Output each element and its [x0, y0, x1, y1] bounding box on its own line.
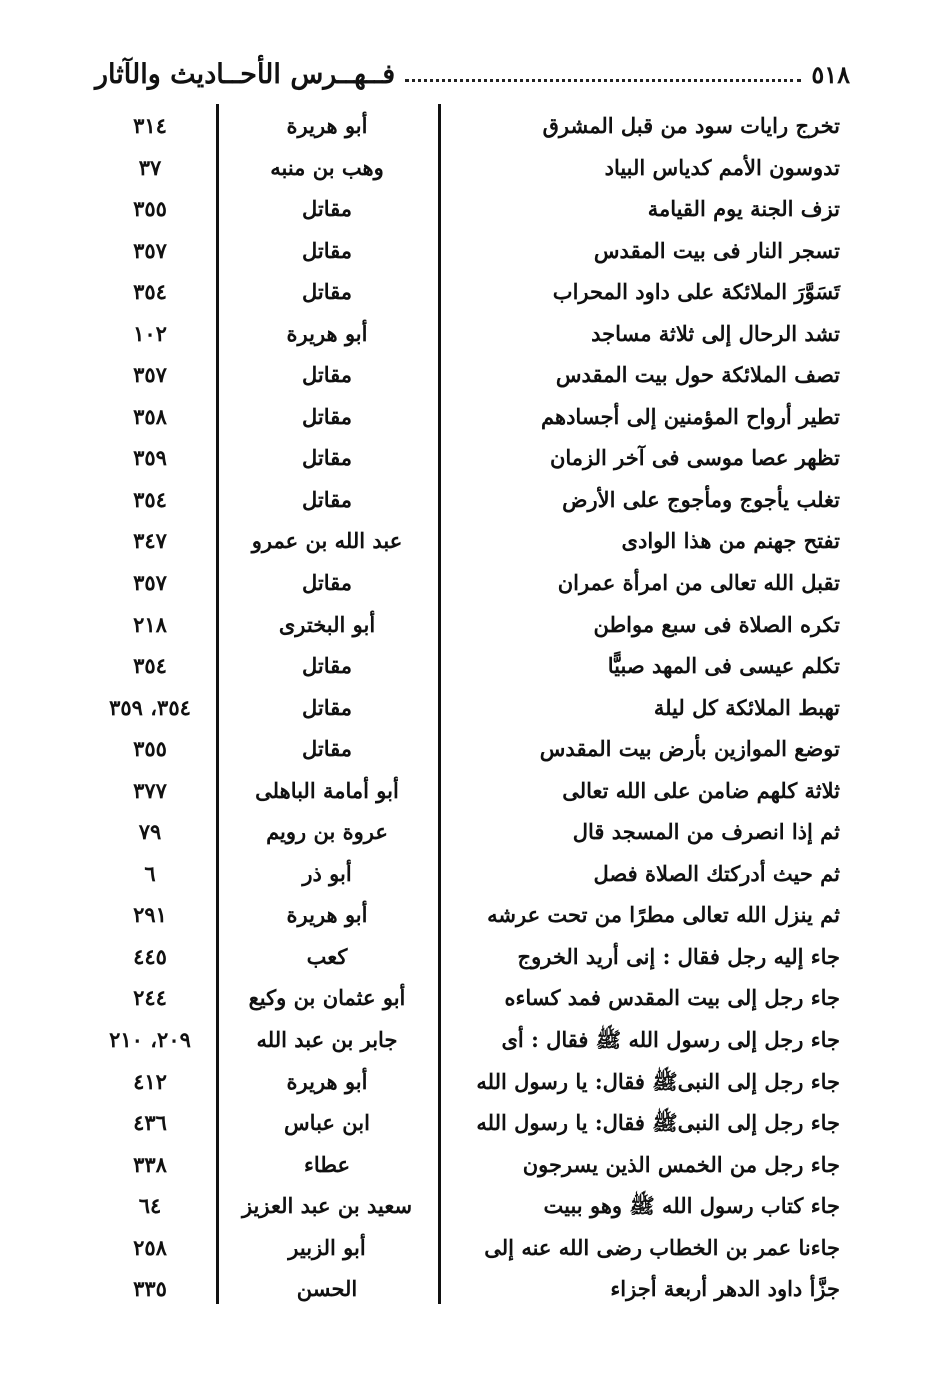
hadith-text: ثم حيث أدركتك الصلاة فصل [593, 860, 840, 886]
table-row [0, 354, 948, 396]
hadith-text: جاء رجل إلى بيت المقدس فمد كساءه [504, 985, 840, 1011]
table-row [0, 604, 948, 646]
table-row [0, 811, 948, 853]
table-row [0, 188, 948, 230]
hadith-text: تغلب يأجوج ومأجوج على الأرض [562, 486, 840, 512]
table-row [0, 1019, 948, 1061]
page-reference: ٢٩١ [133, 902, 167, 928]
narrator-name: ابن عباس [284, 1110, 370, 1136]
hadith-text: جاء رجل إلى النبىﷺ فقال: يا رسول الله [476, 1068, 840, 1094]
hadith-text: تزف الجنة يوم القيامة [647, 196, 840, 222]
hadith-text: تدوسون الأمم كدياس البياد [604, 154, 840, 180]
page-header [95, 52, 850, 96]
page-reference: ٣٣٥ [133, 1276, 167, 1302]
page-reference: ٣٥٥ [133, 196, 167, 222]
table-row [0, 894, 948, 936]
narrator-name: مقاتل [301, 403, 353, 429]
page-reference: ٣٥٩ [133, 445, 167, 471]
narrator-name: جابر بن عبد الله [256, 1027, 398, 1053]
hadith-text: تَسَوَّرَ الملائكة على داود المحراب [552, 279, 840, 305]
hadith-text: جاء رجل إلى رسول الله ﷺ فقال : أى [501, 1027, 840, 1053]
narrator-name: عروة بن رويم [266, 819, 388, 845]
page-reference: ٣٥٧ [133, 362, 167, 388]
hadith-text: ثلاثة كلهم ضامن على الله تعالى [562, 777, 840, 803]
narrator-name: الحسن [296, 1276, 358, 1302]
page-reference: ٦٤ [138, 1193, 162, 1219]
hadith-text: ثم ينزل الله تعالى مطرًا من تحت عرشه [487, 902, 840, 928]
header-dotted-leader [405, 79, 801, 82]
hadith-text: ثم إذا انصرف من المسجد قال [572, 819, 840, 845]
narrator-name: أبو هريرة [286, 113, 368, 138]
table-row [0, 479, 948, 521]
page-reference: ٣٥٨ [133, 403, 167, 429]
narrator-name: مقاتل [301, 694, 353, 720]
table-row [0, 230, 948, 272]
page-reference: ٢١٨ [133, 611, 167, 637]
table-row [0, 977, 948, 1019]
hadith-text: تفتح جهنم من هذا الوادى [621, 528, 840, 554]
page-reference: ٢٥٨ [133, 1234, 167, 1260]
narrator-name: عطاء [303, 1151, 351, 1177]
page-reference: ١٠٢ [133, 320, 167, 346]
narrator-name: أبو هريرة [286, 902, 368, 928]
page-reference: ٦ [144, 860, 156, 886]
page-reference: ٤١٢ [133, 1068, 167, 1094]
table-row [0, 936, 948, 978]
table-row [0, 770, 948, 812]
table-row [0, 437, 948, 479]
page-reference: ٢٠٩، ٢١٠ [109, 1027, 191, 1053]
table-row [0, 1061, 948, 1103]
narrator-name: مقاتل [301, 445, 353, 471]
table-row [0, 313, 948, 355]
page-reference: ٤٤٥ [133, 943, 167, 969]
hadith-text: جاء كتاب رسول الله ﷺ وهو ببيت [543, 1193, 840, 1219]
page-reference: ٣٥٧ [133, 570, 167, 596]
narrator-name: مقاتل [301, 362, 353, 388]
narrator-name: مقاتل [301, 237, 353, 263]
page-reference: ٣٤٧ [133, 528, 167, 554]
table-row [0, 105, 948, 147]
narrator-name: أبو هريرة [286, 1068, 368, 1094]
page-reference: ٣٥٤ [133, 279, 167, 305]
hadith-text: تظهر عصا موسى فى آخر الزمان [549, 445, 840, 471]
page-reference: ٢٤٤ [133, 985, 167, 1011]
narrator-name: أبو عثمان بن وكيع [248, 985, 406, 1011]
table-row [0, 396, 948, 438]
narrator-name: كعب [306, 943, 348, 969]
narrator-name: سعيد بن عبد العزيز [241, 1193, 413, 1219]
table-row [0, 1268, 948, 1310]
table-row [0, 520, 948, 562]
narrator-name: أبو ذر [302, 860, 352, 886]
narrator-name: أبو هريرة [286, 320, 368, 346]
hadith-text: تكلم عيسى فى المهد صبيًّا [607, 653, 840, 679]
table-row [0, 1227, 948, 1269]
narrator-name: عبد الله بن عمرو [251, 528, 403, 554]
hadith-text: تهبط الملائكة كل ليلة [653, 694, 840, 720]
hadith-text: تسجر النار فى بيت المقدس [593, 237, 840, 263]
page-reference: ٣٥٥ [133, 736, 167, 762]
page-reference: ٤٣٦ [133, 1110, 167, 1136]
narrator-name: مقاتل [301, 653, 353, 679]
table-row [0, 728, 948, 770]
page-number: ٥١٨ [811, 59, 850, 89]
table-row [0, 853, 948, 895]
table-row [0, 1102, 948, 1144]
page-reference: ٣٥٤ [133, 486, 167, 512]
table-row [0, 645, 948, 687]
narrator-name: مقاتل [301, 570, 353, 596]
hadith-text: تقبل الله تعالى من امرأة عمران [557, 570, 840, 596]
page-reference: ٧٩ [138, 819, 162, 845]
page-reference: ٣١٤ [133, 113, 167, 138]
table-row [0, 1144, 948, 1186]
narrator-name: مقاتل [301, 486, 353, 512]
table-row [0, 147, 948, 189]
page-reference: ٣٥٧ [133, 237, 167, 263]
page-reference: ٣٧ [138, 154, 162, 180]
page-reference: ٣٣٨ [133, 1151, 167, 1177]
hadith-text: جاءنا عمر بن الخطاب رضى الله عنه إلى [484, 1234, 840, 1260]
hadith-text: جاء رجل إلى النبىﷺ فقال: يا رسول الله [476, 1110, 840, 1136]
narrator-name: أبو البخترى [278, 611, 376, 637]
hadith-text: جاء رجل من الخمس الذين يسرجون [522, 1151, 840, 1177]
table-row [0, 271, 948, 313]
narrator-name: مقاتل [301, 196, 353, 222]
hadith-text: جاء إليه رجل فقال : إنى أريد الخروج [517, 943, 840, 969]
hadith-text: تخرج رايات سود من قبل المشرق [542, 113, 840, 138]
hadith-text: تكره الصلاة فى سبع مواطن [593, 611, 840, 637]
page-reference: ٣٥٤، ٣٥٩ [109, 694, 191, 720]
hadith-text: توضع الموازين بأرض بيت المقدس [539, 736, 840, 762]
narrator-name: أبو أمامة الباهلى [255, 777, 399, 803]
table-row [0, 687, 948, 729]
index-table [0, 105, 948, 1310]
hadith-text: تشد الرحال إلى ثلاثة مساجد [591, 320, 840, 346]
hadith-text: تطير أرواح المؤمنين إلى أجسادهم [541, 403, 840, 429]
header-title: فــهــرس الأحــاديث والآثار [95, 58, 396, 90]
narrator-name: وهب بن منبه [270, 154, 384, 180]
hadith-text: تصف الملائكة حول بيت المقدس [555, 362, 840, 388]
hadith-text: جزَّأ داود الدهر أربعة أجزاء [610, 1276, 840, 1302]
narrator-name: مقاتل [301, 736, 353, 762]
table-row [0, 562, 948, 604]
page-reference: ٣٥٤ [133, 653, 167, 679]
narrator-name: مقاتل [301, 279, 353, 305]
page-reference: ٣٧٧ [133, 777, 167, 803]
table-row [0, 1185, 948, 1227]
narrator-name: أبو الزبير [288, 1234, 366, 1260]
